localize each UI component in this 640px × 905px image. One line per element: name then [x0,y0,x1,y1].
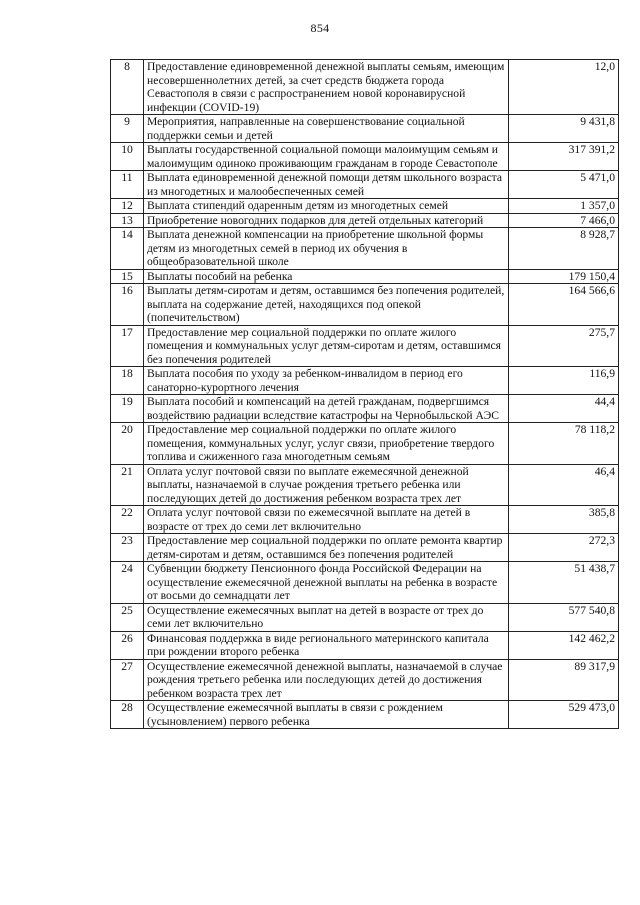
table-row [111,506,619,534]
row-description: Оплата услуг почтовой связи по выплате ежемесячной денежной выплаты, назначаемой в случае рождения третьего ребенка или последующих детей до достижения ребенком возраста трех лет [144,464,509,506]
row-number: 17 [111,325,144,367]
row-number: 9 [111,115,144,143]
table-row [111,143,619,171]
row-description: Выплата единовременной денежной помощи детям школьного возраста из многодетных и малообеспеченных семей [144,171,509,199]
row-amount: 44,4 [509,395,619,423]
row-description: Предоставление мер социальной поддержки по оплате жилого помещения и коммунальных услуг детям-сиротам и детям, оставшимся без попечения родителей [144,325,509,367]
row-number: 13 [111,213,144,228]
row-number: 12 [111,199,144,214]
table-row [111,562,619,604]
row-amount: 272,3 [509,534,619,562]
row-description: Выплата денежной компенсации на приобретение школьной формы детям из многодетных семей в период их обучения в общеобразовательной школе [144,228,509,270]
row-description: Выплата пособия по уходу за ребенком-инвалидом в период его санаторно-курортного лечения [144,367,509,395]
row-description: Субвенции бюджету Пенсионного фонда Российской Федерации на осуществление ежемесячной денежной выплаты на ребенка в возрасте от восьми до семнадцати лет [144,562,509,604]
table-row [111,701,619,729]
row-number: 8 [111,60,144,115]
row-description: Предоставление мер социальной поддержки по оплате ремонта квартир детям-сиротам и детям, оставшимся без попечения родителей [144,534,509,562]
row-description: Оплата услуг почтовой связи по ежемесячной выплате на детей в возрасте от трех до семи лет включительно [144,506,509,534]
row-amount: 78 118,2 [509,423,619,465]
row-description: Выплата пособий и компенсаций на детей гражданам, подвергшимся воздействию радиации вследствие катастрофы на Чернобыльской АЭС [144,395,509,423]
row-number: 16 [111,284,144,326]
table-row [111,534,619,562]
row-amount: 164 566,6 [509,284,619,326]
row-number: 15 [111,269,144,284]
table-row [111,284,619,326]
row-description: Мероприятия, направленные на совершенствование социальной поддержки семьи и детей [144,115,509,143]
table-row [111,603,619,631]
row-amount: 275,7 [509,325,619,367]
table-row [111,171,619,199]
row-description: Приобретение новогодних подарков для детей отдельных категорий [144,213,509,228]
row-description: Осуществление ежемесячных выплат на детей в возрасте от трех до семи лет включительно [144,603,509,631]
table-row [111,631,619,659]
row-number: 26 [111,631,144,659]
expenditure-table [110,59,619,729]
row-amount: 577 540,8 [509,603,619,631]
page-number: 854 [310,21,330,35]
row-number: 28 [111,701,144,729]
row-number: 18 [111,367,144,395]
row-amount: 142 462,2 [509,631,619,659]
table-row [111,659,619,701]
row-amount: 529 473,0 [509,701,619,729]
row-description: Финансовая поддержка в виде регионального материнского капитала при рождении второго ребенка [144,631,509,659]
row-amount: 51 438,7 [509,562,619,604]
row-amount: 1 357,0 [509,199,619,214]
row-number: 25 [111,603,144,631]
row-amount: 317 391,2 [509,143,619,171]
table-row [111,269,619,284]
table-row [111,464,619,506]
row-amount: 46,4 [509,464,619,506]
row-number: 21 [111,464,144,506]
row-number: 27 [111,659,144,701]
row-amount: 12,0 [509,60,619,115]
row-description: Предоставление мер социальной поддержки по оплате жилого помещения, коммунальных услуг, услуг связи, приобретение твердого топлива и сжиженного газа многодетным семьям [144,423,509,465]
row-number: 10 [111,143,144,171]
row-number: 24 [111,562,144,604]
row-description: Предоставление единовременной денежной выплаты семьям, имеющим несовершеннолетних детей, за счет средств бюджета города Севастополя в связи с распространением новой коронавирусной инфекции (COVID-19) [144,60,509,115]
row-number: 23 [111,534,144,562]
table-row [111,199,619,214]
row-description: Выплаты детям-сиротам и детям, оставшимся без попечения родителей, выплата на содержание детей, находящихся под опекой (попечительством) [144,284,509,326]
row-number: 11 [111,171,144,199]
row-amount: 8 928,7 [509,228,619,270]
row-amount: 179 150,4 [509,269,619,284]
row-amount: 385,8 [509,506,619,534]
table-row [111,213,619,228]
row-description: Осуществление ежемесячной денежной выплаты, назначаемой в случае рождения третьего ребенка или последующих детей до достижения ребенком возраста трех лет [144,659,509,701]
table-row [111,423,619,465]
row-amount: 5 471,0 [509,171,619,199]
row-amount: 9 431,8 [509,115,619,143]
table-row [111,395,619,423]
row-amount: 7 466,0 [509,213,619,228]
row-amount: 89 317,9 [509,659,619,701]
row-description: Выплаты государственной социальной помощи малоимущим семьям и малоимущим одиноко проживающим гражданам в городе Севастополе [144,143,509,171]
row-number: 20 [111,423,144,465]
table-row [111,60,619,115]
table-row [111,228,619,270]
table-row [111,325,619,367]
row-number: 14 [111,228,144,270]
row-number: 22 [111,506,144,534]
row-description: Осуществление ежемесячной выплаты в связи с рождением (усыновлением) первого ребенка [144,701,509,729]
row-number: 19 [111,395,144,423]
row-description: Выплаты пособий на ребенка [144,269,509,284]
table-row [111,115,619,143]
row-amount: 116,9 [509,367,619,395]
table-row [111,367,619,395]
row-description: Выплата стипендий одаренным детям из многодетных семей [144,199,509,214]
